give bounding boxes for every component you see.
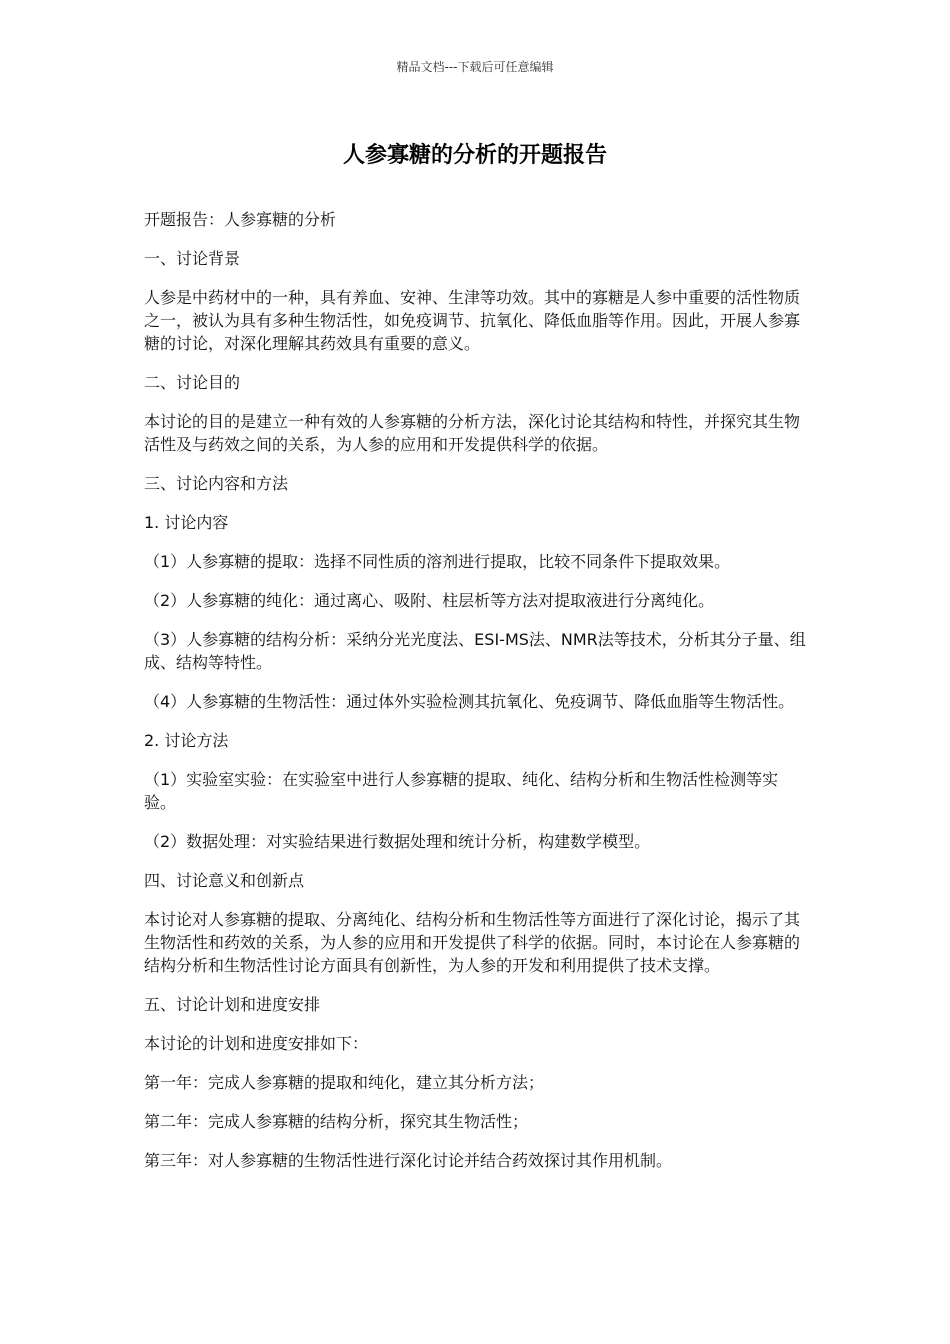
subheading-methods: 2. 讨论方法 bbox=[144, 731, 229, 750]
background-paragraph: 人参是中药材中的一种，具有养血、安神、生津等功效。其中的寡糖是人参中重要的活性物质之一，被认为具有多种生物活性，如免疫调节、抗氧化、降低血脂等作用。因此，开展人参寡糖的讨论，对深化理解其药效具有重要的意义。 bbox=[144, 288, 801, 353]
document-title: 人参寡糖的分析的开题报告 bbox=[342, 143, 607, 168]
schedule-intro: 本讨论的计划和进度安排如下： bbox=[144, 1034, 369, 1053]
method-item-2: （2）数据处理：对实验结果进行数据处理和统计分析，构建数学模型。 bbox=[144, 832, 651, 851]
report-label: 开题报告：人参寡糖的分析 bbox=[144, 210, 337, 229]
content-item-4: （4）人参寡糖的生物活性：通过体外实验检测其抗氧化、免疫调节、降低血脂等生物活性。 bbox=[144, 692, 795, 711]
section-heading-significance: 四、讨论意义和创新点 bbox=[144, 871, 305, 890]
section-heading-content-methods: 三、讨论内容和方法 bbox=[144, 474, 289, 493]
section-heading-purpose: 二、讨论目的 bbox=[144, 373, 241, 392]
content-item-2: （2）人参寡糖的纯化：通过离心、吸附、柱层析等方法对提取液进行分离纯化。 bbox=[144, 591, 715, 610]
subheading-content: 1. 讨论内容 bbox=[144, 513, 229, 532]
purpose-paragraph: 本讨论的目的是建立一种有效的人参寡糖的分析方法，深化讨论其结构和特性，并探究其生物活性及与药效之间的关系，为人参的应用和开发提供科学的依据。 bbox=[144, 412, 801, 454]
content-item-1: （1）人参寡糖的提取：选择不同性质的溶剂进行提取，比较不同条件下提取效果。 bbox=[144, 552, 731, 571]
content-item-3: （3）人参寡糖的结构分析：采纳分光光度法、ESI-MS法、NMR法等技术，分析其分子量、组成、结构等特性。 bbox=[144, 630, 806, 672]
significance-paragraph: 本讨论对人参寡糖的提取、分离纯化、结构分析和生物活性等方面进行了深化讨论，揭示了其生物活性和药效的关系，为人参的应用和开发提供了科学的依据。同时，本讨论在人参寡糖的结构分析和生物活性讨论方面具有创新性，为人参的开发和利用提供了技术支撑。 bbox=[144, 910, 801, 975]
schedule-year-1: 第一年：完成人参寡糖的提取和纯化，建立其分析方法； bbox=[144, 1073, 545, 1092]
page-header-note: 精品文档---下载后可任意编辑 bbox=[396, 60, 554, 74]
section-heading-background: 一、讨论背景 bbox=[144, 249, 241, 268]
document-body bbox=[144, 208, 808, 1188]
section-heading-schedule: 五、讨论计划和进度安排 bbox=[144, 995, 321, 1014]
method-item-1: （1）实验室实验：在实验室中进行人参寡糖的提取、纯化、结构分析和生物活性检测等实验。 bbox=[144, 770, 779, 812]
schedule-year-2: 第二年：完成人参寡糖的结构分析，探究其生物活性； bbox=[144, 1112, 529, 1131]
schedule-year-3: 第三年：对人参寡糖的生物活性进行深化讨论并结合药效探讨其作用机制。 bbox=[144, 1151, 673, 1170]
